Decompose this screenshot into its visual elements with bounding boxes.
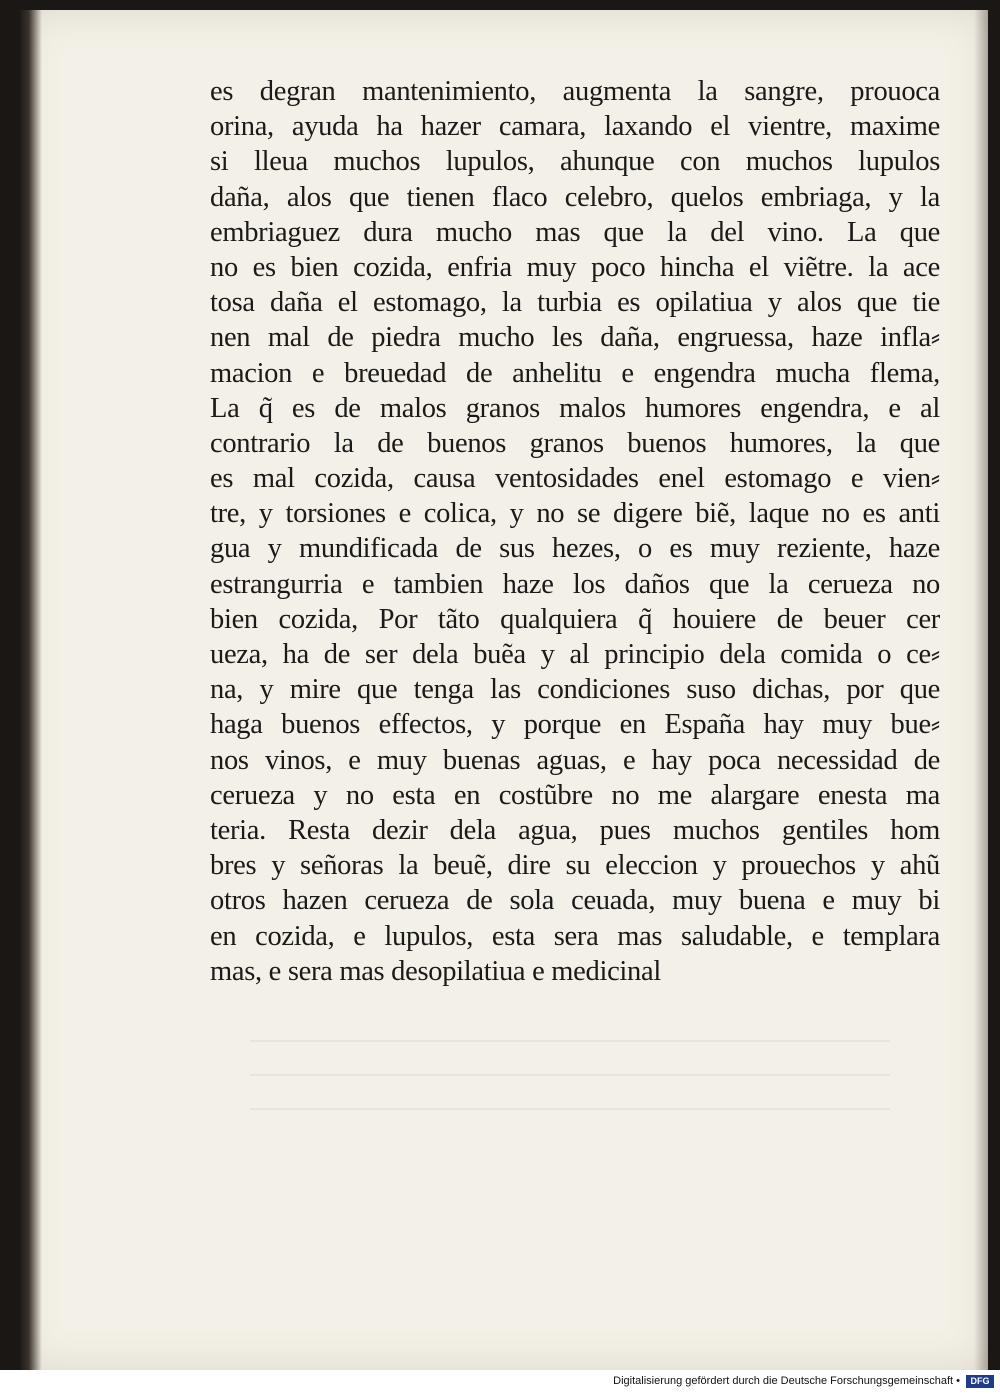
text-line: es mal cozida, causa ventosidades enel estomago e vien⸗ [210,463,940,495]
text-line: otros hazen cerueza de sola ceuada, muy buena e muy bi [210,885,940,917]
text-line: daña, alos que tienen flaco celebro, quelos embriaga, y la [210,181,940,213]
text-line: bres y señoras la beuẽ, dire su eleccion y prouechos y ahũ [210,850,940,882]
text-line: en cozida, e lupulos, esta sera mas saludable, e templara [210,920,940,952]
text-line: teria. Resta dezir dela agua, pues muchos gentiles hom [210,814,940,846]
text-block [210,74,940,989]
text-line: bien cozida, Por tãto qualquiera q̃ houiere de beuer cer [210,603,940,635]
footer-credit: Digitalisierung gefördert durch die Deutsche Forschungsgemeinschaft • [613,1375,960,1387]
text-line: La q̃ es de malos granos malos humores engendra, e al [210,392,940,424]
text-line: contrario la de buenos granos buenos humores, la que [210,427,940,459]
text-line: tre, y torsiones e colica, y no se digere biẽ, laque no es anti [210,498,940,530]
text-line: mas, e sera mas desopilatiua e medicinal [210,955,661,987]
text-line: nos vinos, e muy buenas aguas, e hay poca necessidad de [210,744,940,776]
text-line: na, y mire que tenga las condiciones suso dichas, por que [210,674,940,706]
scanned-page [20,10,988,1370]
text-line: haga buenos effectos, y porque en España hay muy bue⸗ [210,709,940,741]
text-line: cerueza y no esta en costũbre no me alargare enesta ma [210,779,940,811]
text-line: orina, ayuda ha hazer camara, laxando el vientre, maxime [210,111,940,143]
text-line: embriaguez dura mucho mas que la del vino. La que [210,216,940,248]
text-line: es degran mantenimiento, augmenta la sangre, prouoca [210,76,940,107]
text-line: macion e breuedad de anhelitu e engendra mucha flema, [210,357,940,389]
text-line: si lleua muchos lupulos, ahunque con muchos lupulos [210,146,940,178]
show-through-shadow [250,1040,890,1120]
text-line: nen mal de piedra mucho les daña, engruessa, haze infla⸗ [210,322,940,354]
dfg-logo-icon: DFG [966,1375,994,1388]
text-line: ueza, ha de ser dela buẽa y al principio dela comida o ce⸗ [210,639,940,670]
footer-bar [0,1370,1000,1394]
text-line: estrangurria e tambien haze los daños que la cerueza no [210,568,940,600]
text-line: tosa daña el estomago, la turbia es opilatiua y alos que tie [210,287,940,319]
text-line: no es bien cozida, enfria muy poco hincha el viẽtre. la ace [210,251,940,283]
text-line: gua y mundificada de sus hezes, o es muy reziente, haze [210,533,940,565]
